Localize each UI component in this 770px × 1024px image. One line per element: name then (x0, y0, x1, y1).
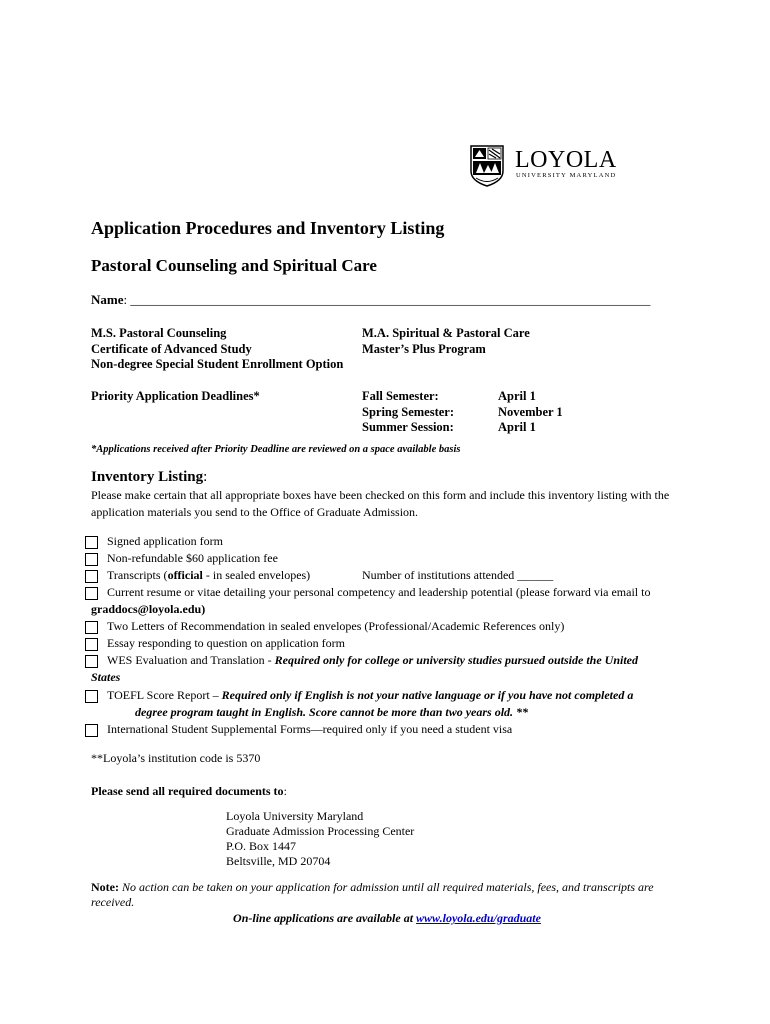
address-line: P.O. Box 1447 (226, 839, 297, 853)
checkbox-toefl[interactable] (85, 690, 98, 703)
address-line: Loyola University Maryland (226, 809, 364, 823)
checkbox-application-fee[interactable] (85, 553, 98, 566)
deadline-date: April 1 (498, 420, 536, 434)
checkbox-signed-form[interactable] (85, 536, 98, 549)
deadline-note: *Applications received after Priority Deadline are reviewed on a space available basis (91, 444, 461, 455)
institution-code: **Loyola’s institution code is 5370 (91, 751, 261, 765)
institutions-count-field[interactable]: Number of institutions attended ______ (362, 568, 554, 582)
deadline-term: Fall Semester: (362, 389, 439, 403)
program-item: M.A. Spiritual & Pastoral Care (362, 326, 530, 340)
programs-left (91, 326, 343, 373)
deadlines-label: Priority Application Deadlines* (91, 389, 260, 403)
deadline-date: April 1 (498, 389, 536, 403)
send-to-text: Please send all required documents to (91, 784, 284, 798)
wes-text: WES Evaluation and Translation - (107, 653, 275, 667)
send-to-colon: : (283, 784, 287, 798)
checkbox-resume[interactable] (85, 587, 98, 600)
item-signed-form: Signed application form (107, 534, 223, 548)
online-applications (91, 911, 683, 926)
final-note (91, 880, 691, 910)
resume-close-paren: ) (201, 602, 206, 616)
item-toefl-line2 (135, 704, 528, 721)
toefl-text: TOEFL Score Report – (107, 688, 222, 702)
transcripts-official: official (167, 568, 203, 582)
item-transcripts (107, 567, 310, 584)
item-resume-email-line (91, 601, 205, 618)
programs-right (362, 326, 530, 357)
deadline-dates (498, 389, 563, 436)
checkbox-international-forms[interactable] (85, 724, 98, 737)
logo-wordmark: LOYOLA (515, 147, 617, 173)
checkbox-essay[interactable] (85, 638, 98, 651)
checkbox-transcripts[interactable] (85, 570, 98, 583)
mailing-address (226, 809, 414, 869)
loyola-logo (470, 145, 620, 187)
send-to-label (91, 783, 287, 800)
inventory-title-text: Inventory Listing (91, 469, 204, 485)
program-item: Master’s Plus Program (362, 341, 486, 356)
transcripts-text: Transcripts ( (107, 568, 168, 582)
deadline-term: Summer Session: (362, 420, 454, 434)
name-field[interactable] (91, 292, 650, 308)
deadline-term: Spring Semester: (362, 404, 454, 419)
deadline-date: November 1 (498, 404, 563, 419)
address-line: Beltsville, MD 20704 (226, 854, 331, 868)
item-international-forms: International Student Supplemental Forms—required only if you need a student visa (107, 722, 513, 736)
name-blank: : ________________________________________________________________________________ (123, 292, 651, 307)
program-item: Non-degree Special Student Enrollment Option (91, 357, 344, 371)
transcripts-text-end: - in sealed envelopes) (202, 568, 311, 582)
note-text: No action can be taken on your application for admission until all required materials, fees, and transcripts are received. (91, 880, 654, 909)
checkbox-recommendations[interactable] (85, 621, 98, 634)
item-wes-line2 (91, 669, 120, 686)
wes-requirement-end: States (91, 670, 121, 684)
inventory-description: Please make certain that all appropriate boxes have been checked on this form and include this inventory listing with the application materials you send to the Office of Graduate Admission. (91, 488, 670, 519)
page-subtitle: Pastoral Counseling and Spiritual Care (91, 256, 377, 275)
program-item: Certificate of Advanced Study (91, 341, 252, 356)
item-application-fee: Non-refundable $60 application fee (107, 551, 278, 565)
program-item: M.S. Pastoral Counseling (91, 326, 227, 340)
item-essay: Essay responding to question on application form (107, 636, 345, 650)
toefl-requirement-end: degree program taught in English. Score cannot be more than two years old. ** (135, 705, 529, 719)
item-wes (107, 652, 638, 669)
checkbox-wes[interactable] (85, 655, 98, 668)
name-label: Name (91, 292, 124, 307)
item-recommendations: Two Letters of Recommendation in sealed envelopes (Professional/Academic References only) (107, 619, 565, 633)
note-label: Note: (91, 880, 119, 894)
inventory-title (91, 469, 207, 486)
wes-requirement: Required only for college or university studies pursued outside the United (274, 653, 639, 667)
shield-crest-icon (470, 145, 504, 187)
email-link[interactable]: graddocs@loyola.edu (91, 602, 202, 616)
page-title: Application Procedures and Inventory Listing (91, 218, 445, 238)
deadline-terms (362, 389, 454, 436)
item-resume: Current resume or vitae detailing your personal competency and leadership potential (please forward via email to (107, 585, 651, 599)
graduate-link[interactable]: www.loyola.edu/graduate (416, 911, 541, 925)
online-text: On-line applications are available at (233, 911, 417, 925)
toefl-requirement: Required only if English is not your native language or if you have not completed a (221, 688, 634, 702)
inventory-title-colon: : (203, 469, 208, 485)
logo-subtitle: UNIVERSITY MARYLAND (516, 172, 617, 179)
address-line: Graduate Admission Processing Center (226, 824, 415, 838)
item-toefl (107, 687, 633, 704)
